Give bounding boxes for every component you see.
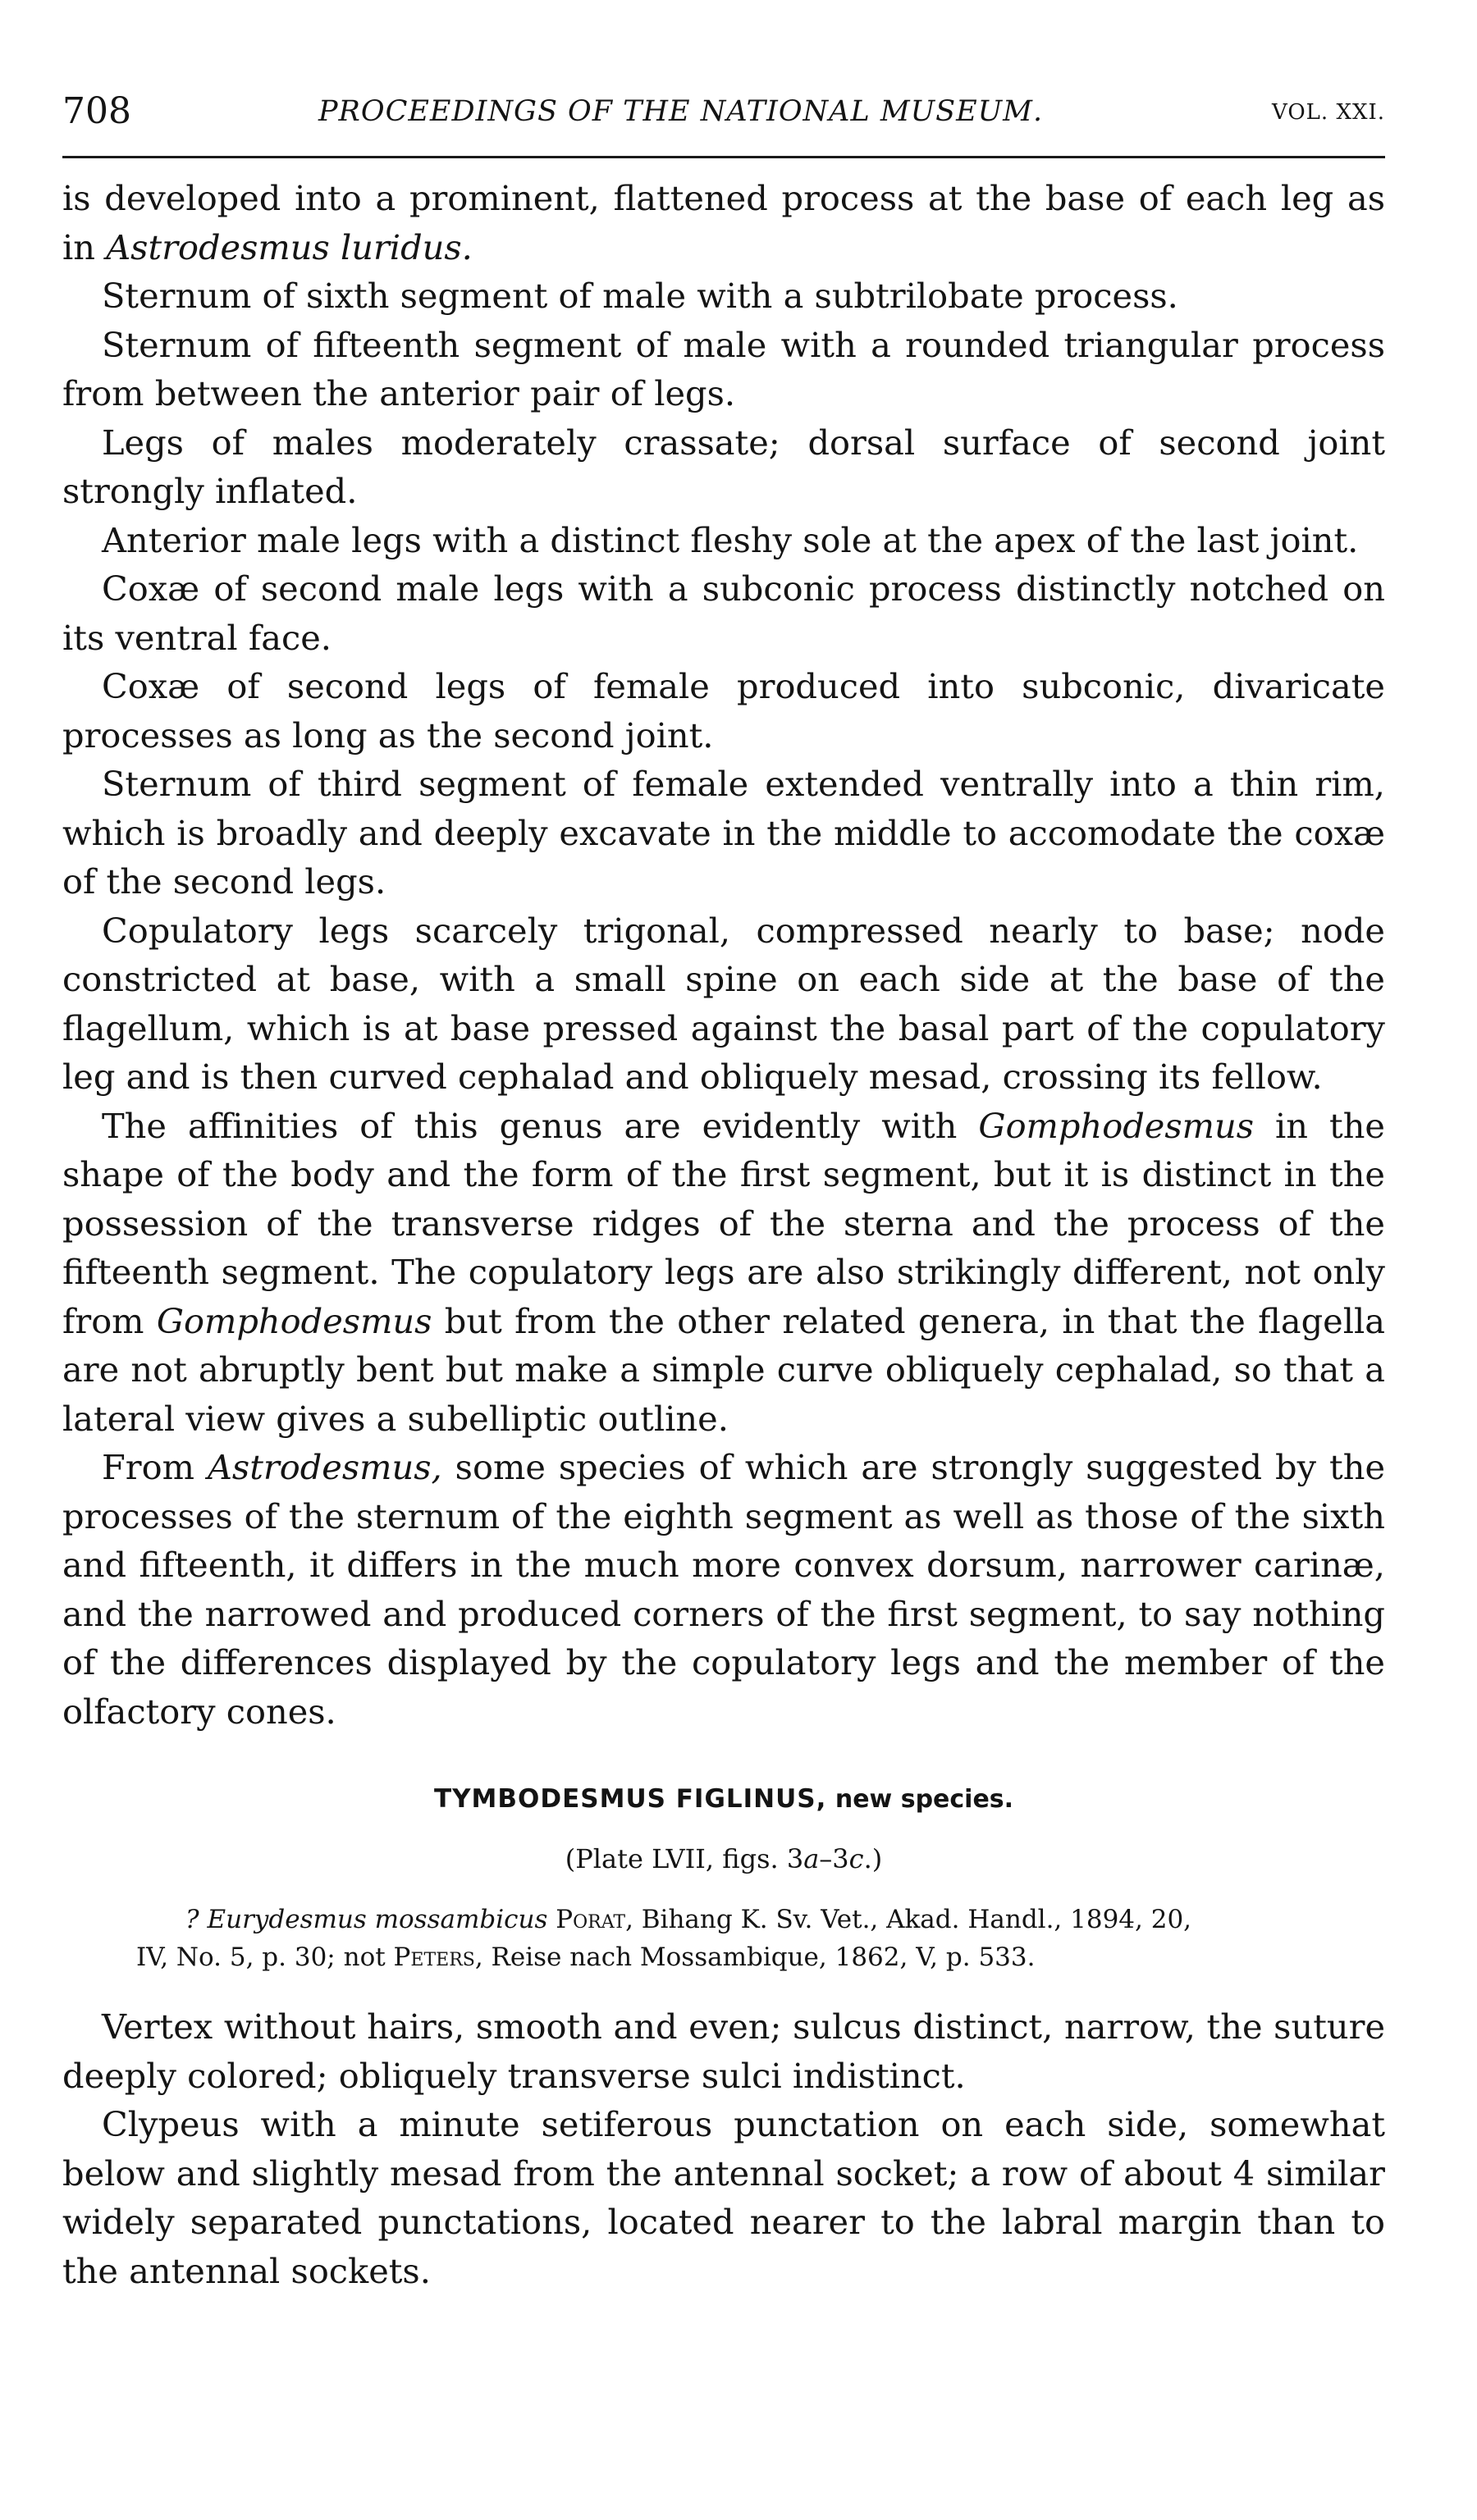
volume-label: VOL. XXI.: [1272, 100, 1385, 125]
species-heading: TYMBODESMUS FIGLINUS, new species.: [433, 1784, 1014, 1814]
paragraph: is developed into a prominent, flattened process at the base of each leg as in Astrodesmus luridus.: [62, 178, 1385, 267]
synonymy: ? Eurydesmus mossambicus Porat, Bihang K. Sv. Vet., Akad. Handl., 1894, 20, IV, No. 5, p. 30; not Peters, Reise nach Mossambique, 1862, V, p. 533.: [136, 1905, 1192, 1972]
paragraph: Anterior male legs with a distinct fleshy sole at the apex of the last joint.: [102, 519, 1359, 560]
paragraph: Copulatory legs scarcely trigonal, compressed nearly to base; node constricted at base, with a small spine on each side at the base of the flagellum, which is at base pressed against the basal part of the copulatory leg and is then curved cephalad and obliquely mesad, crossing its fellow.: [62, 910, 1385, 1097]
taxon-name: Gomphodesmus: [978, 1105, 1254, 1146]
running-header: [62, 90, 1385, 141]
taxon-name: Astrodesmus luridus.: [106, 226, 473, 267]
page: [62, 90, 1385, 2291]
paragraph: Clypeus with a minute setiferous punctation on each side, somewhat below and slightly mesad from the antennal socket; a row of about 4 similar widely separated punctations, located nearer to the labral margin than to the antennal sockets.: [62, 2104, 1385, 2291]
paragraph: The affinities of this genus are evidently with Gomphodesmus in the shape of the body and the form of the first segment, but it is distinct in the possession of the transverse ridges of the sterna and the process of the fifteenth segment. The copulatory legs are also strikingly different, not only from Gomphodesmus but from the other related genera, in that the flagella are not abruptly bent but make a simple curve obliquely cephalad, so that a lateral view gives a subelliptic outline.: [62, 1105, 1385, 1439]
taxon-name: Gomphodesmus: [156, 1300, 432, 1341]
paragraph: Sternum of third segment of female extended ventrally into a thin rim, which is broadly and deeply excavate in the middle to accomodate the coxæ of the second legs.: [62, 764, 1385, 902]
paragraph: Legs of males moderately crassate; dorsal surface of second joint strongly inflated.: [62, 422, 1385, 511]
text-body: [62, 174, 1385, 2295]
paragraph: From Astrodesmus, some species of which are strongly suggested by the processes of the sternum of the eighth segment as well as those of the sixth and fifteenth, it differs in the much more convex dorsum, narrower carinæ, and the narrowed and produced corners of the first segment, to say nothing of the differences displayed by the copulatory legs and the member of the olfactory cones.: [62, 1447, 1385, 1732]
plate-reference: (Plate LVII, figs. 3a–3c.): [565, 1843, 883, 1874]
paragraph: Coxæ of second male legs with a subconic process distinctly notched on its ventral face.: [62, 568, 1385, 658]
paragraph: Sternum of fifteenth segment of male with a rounded triangular process from between the anterior pair of legs.: [62, 324, 1385, 413]
paragraph: Vertex without hairs, smooth and even; sulcus distinct, narrow, the suture deeply colored; obliquely transverse sulci indistinct.: [62, 2006, 1385, 2096]
header-rule: [62, 156, 1385, 158]
page-number: 708: [62, 90, 131, 132]
paragraph: Sternum of sixth segment of male with a subtrilobate process.: [102, 276, 1178, 316]
paragraph: Coxæ of second legs of female produced into subconic, divaricate processes as long as the second joint.: [62, 666, 1385, 756]
taxon-name: Astrodesmus,: [207, 1447, 442, 1487]
running-title: PROCEEDINGS OF THE NATIONAL MUSEUM.: [318, 95, 1044, 128]
